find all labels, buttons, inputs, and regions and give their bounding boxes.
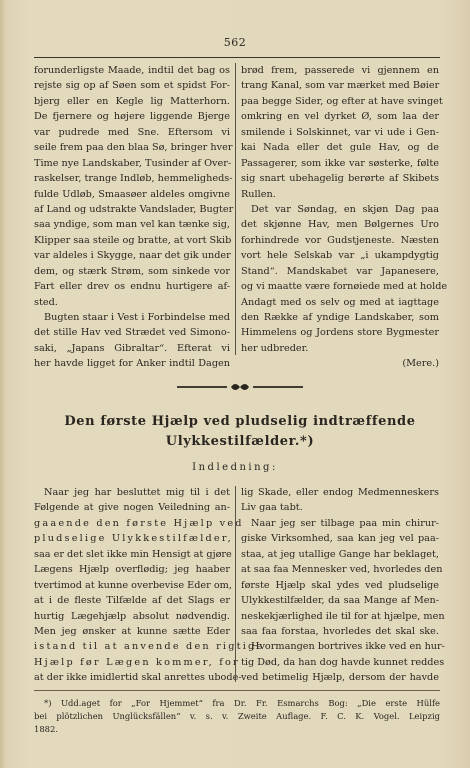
text-line: ved betimelig Hjælp, dersom der havde bbox=[241, 672, 439, 684]
text-line: saa faa forstaa, hvorledes det skal ske. bbox=[241, 625, 439, 637]
text-line: hurtig Lægehjælp absolut nødvendig. bbox=[34, 610, 230, 622]
text-line: (Mere.) bbox=[402, 358, 439, 370]
text-line: omkring en vel dyrket Ø, som laa der bbox=[241, 111, 439, 123]
text-line: De fjernere og højere liggende Bjerge bbox=[34, 111, 230, 123]
text-line: tig Død, da han dog havde kunnet reddes bbox=[241, 656, 445, 668]
header-rule bbox=[34, 57, 440, 58]
text-line: at i de fleste Tilfælde af det Slags er bbox=[34, 595, 230, 607]
text-line: det stille Hav ved Strædet ved Simono- bbox=[34, 327, 230, 339]
text-line: paa begge Sider, og efter at have svinget bbox=[241, 95, 443, 107]
text-line: Stand“. Mandskabet var Japanesere, bbox=[241, 265, 439, 277]
text-line: forhindrede vor Gudstjeneste. Næsten bbox=[241, 234, 439, 246]
text-line: Ulykkestilfælder, da saa Mange af Men- bbox=[241, 595, 439, 607]
text-line: seile frem paa den blaa Sø, bringer hver bbox=[34, 142, 233, 154]
text-line: her havde ligget for Anker indtil Dagen bbox=[34, 358, 230, 370]
text-line: bjerg eller en Kegle lig Matterhorn. bbox=[34, 95, 230, 107]
text-line: giske Virksomhed, saa kan jeg vel paa- bbox=[241, 533, 439, 545]
text-line: sig snart ubehagelig berørte af Skibets bbox=[241, 173, 439, 185]
text-line: *) Udd.aget for „For Hjemmet“ fra Dr. Fr. Esmarchs Bog: „Die erste Hülfe bbox=[44, 698, 440, 708]
text-line: saki, „Japans Gibraltar“. Efterat vi bbox=[34, 342, 230, 354]
footnote-rule bbox=[34, 690, 440, 691]
text-line: Det var Søndag, en skjøn Dag paa bbox=[251, 203, 439, 215]
text-line: Bugten staar i Vest i Forbindelse med bbox=[44, 312, 230, 323]
text-line: Liv gaa tabt. bbox=[241, 502, 303, 514]
article-left-column bbox=[34, 485, 265, 686]
article-continued-left-column bbox=[34, 63, 234, 372]
text-line: at der ikke imidlertid skal anrettes ubode- bbox=[34, 672, 242, 684]
text-line: raskelser, trange Indløb, hemmeligheds- bbox=[34, 173, 233, 185]
text-line: sted. bbox=[34, 296, 58, 308]
text-line: lig Skade, eller endog Medmenneskers bbox=[241, 487, 439, 498]
text-line: Himmelens og Jordens store Bygmester bbox=[241, 327, 439, 339]
text-line: bei plötzlichen Unglücksfällen“ v. s. v. Zweite Auflage. F. C. K. Vogel. Leipzig bbox=[34, 711, 440, 721]
text-line: istand til at anvende den rigtige bbox=[34, 641, 265, 653]
text-line: Naar jeg ser tilbage paa min chirur- bbox=[251, 517, 439, 529]
text-line: neskekjærlighed ile til for at hjælpe, men bbox=[241, 610, 445, 622]
text-line: den Række af yndige Landskaber, som bbox=[241, 312, 439, 323]
text-line: smilende i Solskinnet, var vi ude i Gen- bbox=[241, 126, 439, 138]
text-line: Andagt med os selv og med at iagttage bbox=[241, 296, 439, 308]
section-subheading: Indledning: bbox=[192, 462, 278, 473]
text-line: af Land og udstrakte Vandslader, Bugter bbox=[34, 203, 234, 215]
text-line: Time nye Landskaber, Tusinder af Over- bbox=[34, 157, 232, 169]
text-line: pludselige Ulykkestilfælder, bbox=[34, 533, 233, 545]
text-line: og vi maatte være fornøiede med at holde bbox=[241, 281, 448, 293]
text-line: at saa faa Mennesker ved, hvorledes den bbox=[241, 564, 443, 576]
text-line: var aldeles i Skygge, naar det gik under bbox=[34, 250, 231, 262]
text-line: saa yndige, som man vel kan tænke sig, bbox=[34, 219, 230, 231]
text-line: trang Kanal, som var mærket med Bøier bbox=[241, 80, 440, 92]
text-line: fulde Udløb, Smaasøer aldeles omgivne bbox=[34, 188, 230, 200]
column-divider bbox=[235, 63, 236, 355]
text-line: vort hele Selskab var „i ukampdygtig bbox=[241, 250, 439, 262]
text-line: Hvormangen bortrives ikke ved en hur- bbox=[251, 641, 445, 653]
page-number: 562 bbox=[223, 36, 247, 49]
text-line: Følgende at give nogen Veiledning an- bbox=[34, 502, 230, 514]
text-line: 1882. bbox=[34, 724, 58, 734]
section-ornament-rule bbox=[175, 380, 305, 394]
text-line: Naar jeg har besluttet mig til i det bbox=[44, 487, 230, 498]
text-line: her udbreder. bbox=[241, 342, 309, 354]
text-line: Lægens Hjælp overflødig; jeg haaber bbox=[34, 564, 230, 576]
text-line: rejste sig op af Søen som et spidst For- bbox=[34, 80, 230, 92]
footnote bbox=[34, 697, 440, 736]
text-line: kai Nada eller det gule Hav, og de bbox=[241, 142, 439, 154]
text-line: Rullen. bbox=[241, 188, 276, 200]
column-divider-lower bbox=[235, 486, 236, 682]
article-heading-line-2: Ulykkestilfælder.*) bbox=[165, 434, 315, 449]
text-line: første Hjælp skal ydes ved pludselige bbox=[241, 579, 439, 591]
text-line: dem, og stærk Strøm, som sinkede vor bbox=[34, 265, 230, 277]
article-heading-line-1: Den første Hjælp ved pludselig indtræffende bbox=[64, 414, 416, 429]
text-line: gaaende den første Hjælp ved bbox=[34, 517, 244, 529]
article-heading bbox=[40, 412, 440, 452]
text-line: Hjælp før Lægen kommer, for bbox=[34, 656, 240, 668]
article-continued-right-column bbox=[241, 63, 448, 372]
article-right-column bbox=[241, 485, 445, 686]
text-line: Klipper saa steile og bratte, at vort Skib bbox=[34, 234, 232, 246]
text-line: var pudrede med Sne. Eftersom vi bbox=[34, 126, 230, 138]
text-line: Men jeg ønsker at kunne sætte Eder bbox=[34, 625, 230, 637]
text-line: saa er det slet ikke min Hensigt at gjøre bbox=[34, 548, 232, 560]
text-line: staa, at jeg utallige Gange har beklaget, bbox=[241, 548, 439, 560]
text-line: det skjønne Hav, men Bølgernes Uro bbox=[241, 219, 439, 231]
text-line: Fart eller drev os endnu hurtigere af- bbox=[34, 281, 230, 293]
text-line: forunderligste Maade, indtil det bag os bbox=[34, 65, 230, 76]
text-line: brød frem, passerede vi gjennem en bbox=[241, 65, 439, 76]
text-line: tvertimod at kunne overbevise Eder om, bbox=[34, 579, 232, 591]
text-line: Passagerer, som ikke var søsterke, følte bbox=[241, 157, 439, 169]
